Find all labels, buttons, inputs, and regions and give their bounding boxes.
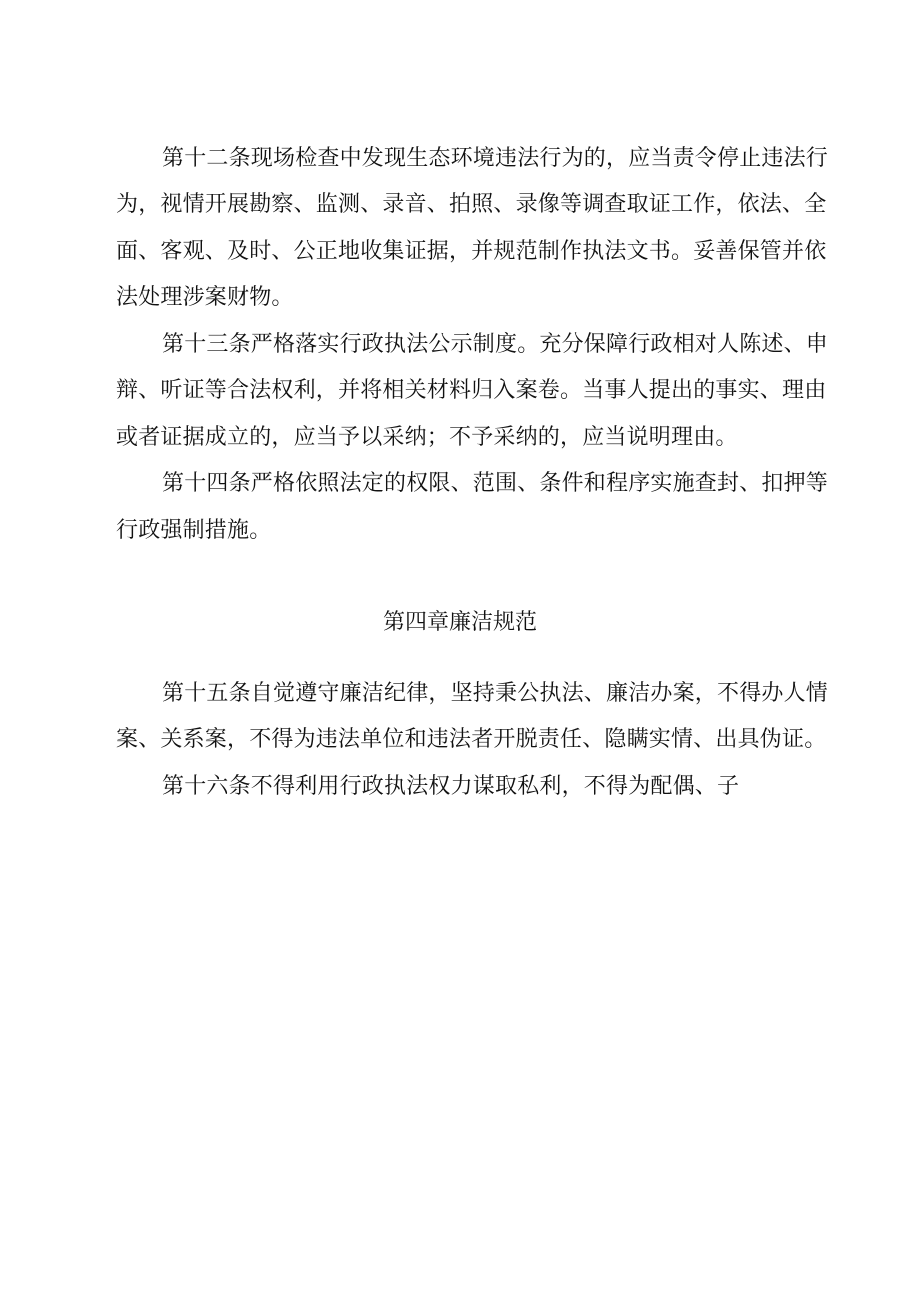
- article-13-line-1: 第十三条严格落实行政执法公示制度。充分保障行政相对人陈述、申: [162, 332, 829, 357]
- chapter-heading: 第四章廉洁规范: [382, 610, 537, 635]
- article-16-line-1: 第十六条不得利用行政执法权力谋取私利，不得为配偶、子: [162, 774, 740, 799]
- article-13-line-3: 或者证据成立的，应当予以采纳；不予采纳的，应当说明理由。: [116, 425, 738, 450]
- article-13-line-2: 辩、听证等合法权利，并将相关材料归入案卷。当事人提出的事实、理由: [116, 378, 827, 403]
- article-12-line-1: 第十二条现场检查中发现生态环境违法行为的，应当责令停止违法行: [162, 146, 829, 171]
- article-12-line-4: 法处理涉案财物。: [116, 285, 294, 310]
- article-15-line-1: 第十五条自觉遵守廉洁纪律，坚持秉公执法、廉洁办案，不得办人情: [162, 681, 829, 706]
- article-12-line-3: 面、客观、及时、公正地收集证据，并规范制作执法文书。妥善保管并依: [116, 239, 827, 264]
- article-12-line-2: 为，视情开展勘察、监测、录音、拍照、录像等调查取证工作，依法、全: [116, 192, 827, 217]
- article-14-line-1: 第十四条严格依照法定的权限、范围、条件和程序实施查封、扣押等: [162, 471, 829, 496]
- article-15-line-2: 案、关系案，不得为违法单位和违法者开脱责任、隐瞒实情、出具伪证。: [116, 727, 827, 752]
- article-14-line-2: 行政强制措施。: [116, 518, 272, 543]
